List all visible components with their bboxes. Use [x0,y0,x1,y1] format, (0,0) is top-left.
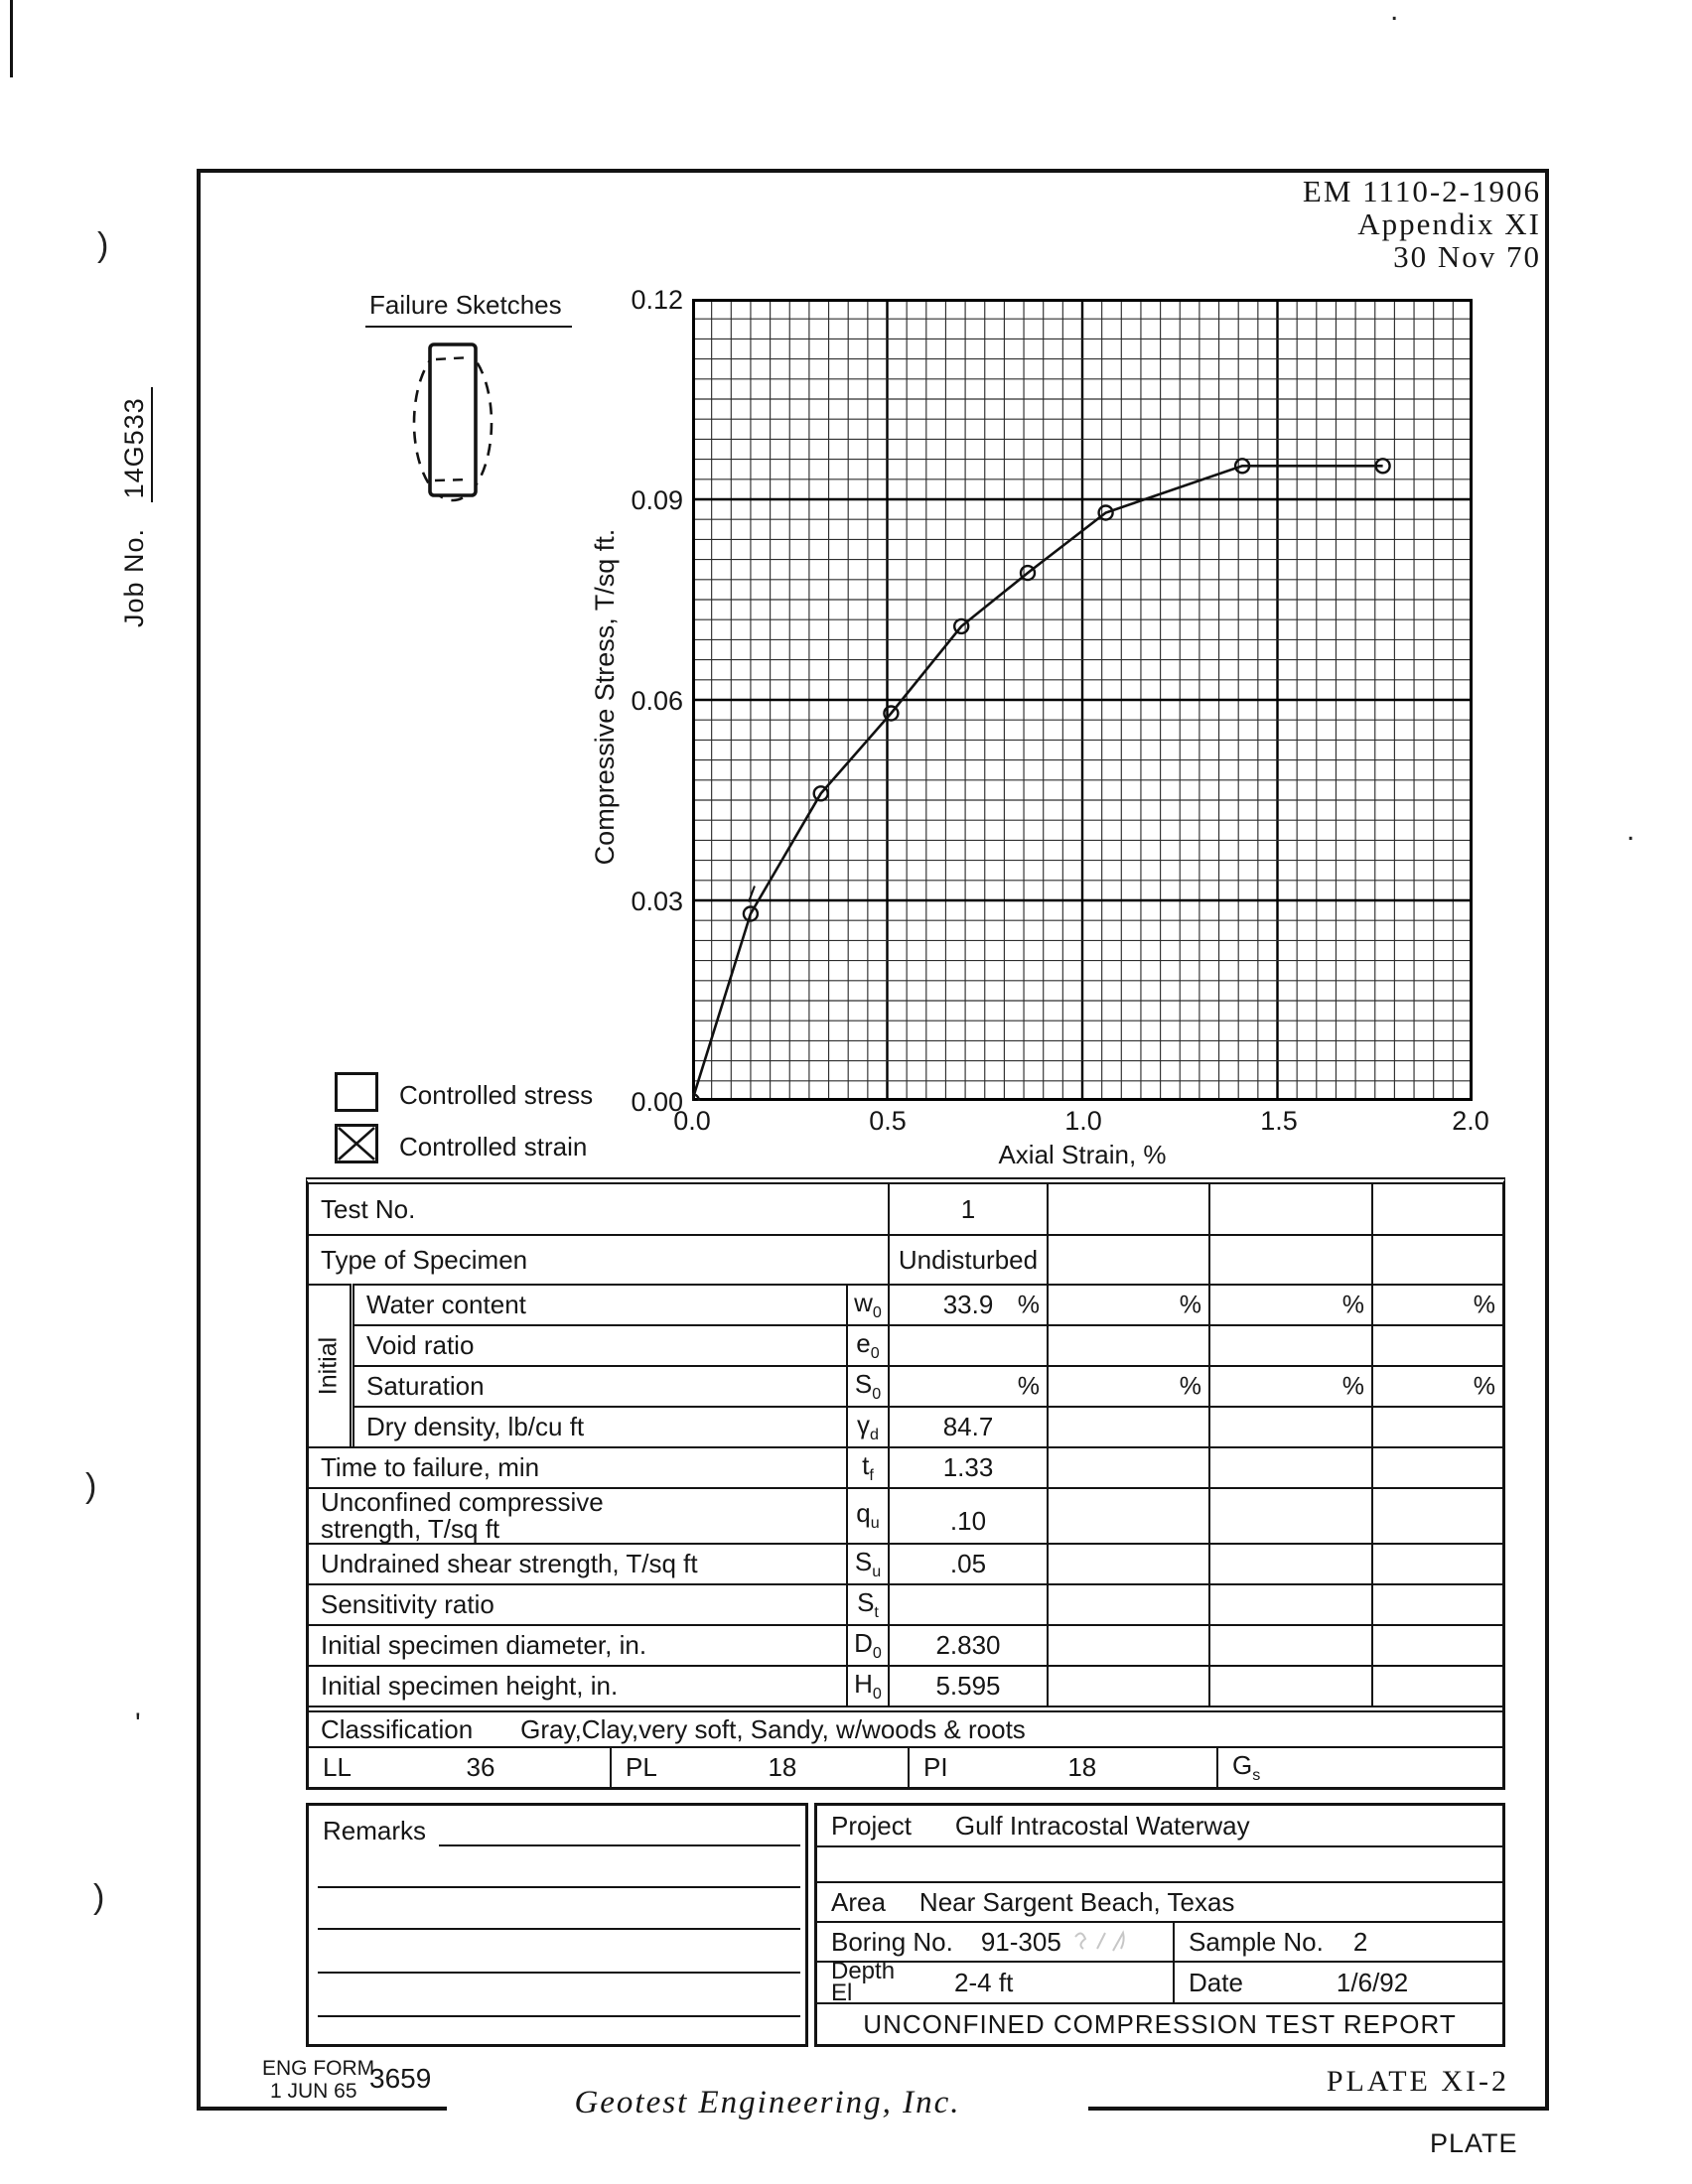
table-cell: Dry density, lb/cu ft [352,1406,846,1446]
table-cell: $S_0$ [846,1365,888,1406]
y-tick-label: 0.06 [631,686,683,716]
report-title: UNCONFINED COMPRESSION TEST REPORT [863,2008,1457,2039]
table-row-classification [309,1706,1502,1746]
table-row-undrained-strength [309,1543,1502,1583]
table-cell [1208,1624,1371,1665]
table-cell: Initial specimen height, in. [309,1665,846,1706]
y-tick-label: 0.09 [631,485,683,515]
form-border-bottom-right [1088,2107,1549,2111]
table-cell: Initial specimen diameter, in. [309,1624,846,1665]
project-row [817,1806,1502,1847]
table-cell: Water content [352,1284,846,1324]
table-cell [1371,1487,1502,1543]
table-cell [1371,1543,1502,1583]
date-value: 1/6/92 [1336,1967,1409,1997]
table-row-atterberg-limits [309,1746,1502,1787]
table-cell [1208,1184,1371,1234]
table-cell: $w_0$ [846,1284,888,1324]
table-cell [1208,1665,1371,1706]
pl-cell: PL 18 [610,1746,908,1787]
table-cell: $D_0$ [846,1624,888,1665]
boring-sample-row [817,1923,1502,1963]
stress-strain-chart [692,299,1473,1101]
remarks-label: Remarks [323,1816,427,1845]
table-cell: 84.7 [888,1406,1047,1446]
table-cell [1371,1665,1502,1706]
header-manual-number: EM 1110-2-1906 [1302,174,1541,208]
margin-paren-mark: ) [97,226,109,264]
plate-word: PLATE [1430,2128,1518,2158]
form-border-top [197,169,1549,173]
remarks-blank-line [318,1972,800,1974]
table-cell: .10 [888,1487,1047,1543]
initial-group-label: Initial [314,1336,343,1396]
margin-paren-mark: ) [93,1878,105,1916]
table-cell: Undrained shear strength, T/sq ft [309,1543,846,1583]
x-axis-title: Axial Strain, % [998,1140,1167,1169]
job-number-value: 14G533 [119,387,153,502]
boring-cell [817,1923,1173,1961]
form-border-bottom-left [197,2107,447,2111]
table-cell [1047,1406,1208,1446]
test-data-table [306,1177,1505,1790]
controlled-strain-checkbox [335,1124,378,1163]
table-cell [1371,1583,1502,1624]
table-cell [1047,1624,1208,1665]
table-cell [888,1583,1047,1624]
table-cell: 1 [888,1184,1047,1234]
table-cell: % [1371,1284,1502,1324]
table-cell [1208,1487,1371,1543]
sample-cell [1173,1923,1502,1961]
table-cell [1047,1665,1208,1706]
plate-number: PLATE XI-2 [1326,2065,1509,2098]
project-blank-row [817,1847,1502,1883]
table-cell [1047,1234,1208,1284]
checkbox-x-icon [338,1127,375,1160]
page-edge-mark [10,0,13,77]
table-cell: $H_0$ [846,1665,888,1706]
table-cell [1047,1583,1208,1624]
table-cell [1371,1624,1502,1665]
controlled-stress-label: Controlled stress [399,1080,594,1110]
failure-sketch-drawing [405,330,524,510]
table-cell: % [1371,1365,1502,1406]
area-row [817,1883,1502,1923]
eng-form-line2: 1 JUN 65 [270,2080,357,2103]
form-number: 3659 [369,2063,432,2094]
company-name: Geotest Engineering, Inc. [447,2085,1088,2121]
x-tick-label: 2.0 [1452,1106,1489,1136]
job-number-label: Job No. [119,527,149,627]
table-cell: Undisturbed [888,1234,1047,1284]
table-cell [1208,1234,1371,1284]
table-cell: 5.595 [888,1665,1047,1706]
ll-cell: LL 36 [309,1746,610,1787]
table-row-water-content [309,1284,1502,1324]
table-cell [1208,1543,1371,1583]
eng-form-line1: ENG FORM [262,2057,375,2080]
margin-tick-mark: ' [135,1707,141,1740]
form-border-right [1545,169,1549,2111]
table-cell: Test No. [321,1193,416,1224]
table-cell: Sensitivity ratio [309,1583,846,1624]
table-cell [1047,1324,1208,1365]
table-row-saturation [309,1365,1502,1406]
table-cell: Saturation [352,1365,846,1406]
sample-value: 2 [1352,1926,1368,1957]
table-cell: Unconfined compressive strength, T/sq ft [309,1487,846,1543]
header-appendix: Appendix XI [1357,206,1541,241]
table-cell [1047,1543,1208,1583]
table-cell [1047,1184,1208,1234]
controlled-strain-label: Controlled strain [399,1132,588,1161]
table-cell: $S_t$ [846,1583,888,1624]
table-cell [1371,1406,1502,1446]
form-border-left [197,169,201,2111]
x-tick-label: 0.5 [869,1106,907,1136]
eng-form-block [262,2057,374,2103]
remarks-blank-line [439,1844,800,1846]
handwritten-mark [1069,1927,1139,1957]
dust-speck: . [1390,0,1399,27]
table-cell [1047,1487,1208,1543]
job-number [119,290,163,627]
table-row-void-ratio [309,1324,1502,1365]
table-cell: 1.33 [888,1446,1047,1487]
controlled-stress-checkbox [335,1072,378,1112]
table-cell: % [1047,1365,1208,1406]
header-date: 30 Nov 70 [1393,239,1541,274]
table-cell [1371,1446,1502,1487]
table-cell: % [888,1365,1047,1406]
table-cell: $S_u$ [846,1543,888,1583]
date-label: Date [1189,1967,1243,1997]
boring-value: 91-305 [980,1926,1061,1957]
table-row-time-to-failure [309,1446,1502,1487]
depth-date-row [817,1958,1502,2006]
table-cell: $\gamma_d$ [846,1406,888,1446]
table-row-test-no [309,1184,1502,1234]
boring-label: Boring No. [831,1926,953,1957]
depth-cell [817,1958,1173,2006]
table-row-unconfined-strength [309,1487,1502,1543]
table-cell: 2.830 [888,1624,1047,1665]
classification-cell [309,1706,1502,1746]
table-cell [1208,1446,1371,1487]
date-cell [1173,1963,1502,2002]
margin-paren-mark: ) [85,1467,97,1505]
table-cell: % [1208,1365,1371,1406]
table-cell: $q_u$ [846,1487,888,1543]
remarks-blank-line [318,2015,800,2017]
table-cell: .05 [888,1543,1047,1583]
table-cell: Type of Specimen [309,1234,888,1284]
table-cell: % [1208,1284,1371,1324]
depth-value: 2-4 ft [954,1967,1014,1997]
y-tick-label: 0.03 [631,887,683,916]
table-cell [1208,1583,1371,1624]
table-cell [1208,1406,1371,1446]
table-cell: 33.9 % [888,1284,1047,1324]
classification-value: Gray,Clay,very soft, Sandy, w/woods & roots [520,1713,1026,1744]
table-row-specimen-type [309,1234,1502,1284]
initial-group-strip [308,1284,352,1446]
sample-label: Sample No. [1189,1926,1324,1957]
gs-cell: $G_s$ [1216,1746,1502,1787]
table-cell [1208,1324,1371,1365]
project-label: Project [831,1810,912,1841]
y-tick-label: 0.00 [631,1087,683,1117]
document-header [1303,175,1541,273]
remarks-box [306,1803,808,2047]
table-cell [1047,1446,1208,1487]
y-axis-title: Compressive Stress, T/sq ft. [590,528,620,866]
area-label: Area [831,1886,886,1917]
remarks-blank-line [318,1886,800,1888]
table-cell: % [1047,1284,1208,1324]
table-cell [1371,1324,1502,1365]
table-row-specimen-diameter [309,1624,1502,1665]
x-tick-label: 1.5 [1260,1106,1298,1136]
project-box [814,1803,1505,2047]
table-row-dry-density [309,1406,1502,1446]
table-cell [888,1324,1047,1365]
y-tick-label: 0.12 [631,285,683,315]
table-cell: Time to failure, min [309,1446,846,1487]
table-cell: $e_0$ [846,1324,888,1365]
depth-el-label: Depth El [831,1958,896,2006]
dust-speck: . [1626,814,1635,847]
pi-cell: PI 18 [908,1746,1216,1787]
table-row-sensitivity-ratio [309,1583,1502,1624]
project-value: Gulf Intracostal Waterway [954,1810,1250,1841]
area-value: Near Sargent Beach, Texas [918,1886,1235,1917]
remarks-blank-line [318,1928,800,1930]
table-cell [1371,1184,1502,1234]
x-tick-label: 0.0 [673,1106,711,1136]
x-tick-label: 1.0 [1064,1106,1102,1136]
failure-sketches-title: Failure Sketches [365,290,572,328]
report-title-row [817,2004,1502,2044]
table-row-specimen-height [309,1665,1502,1706]
classification-label: Classification [321,1713,474,1744]
table-cell: $t_f$ [846,1446,888,1487]
table-cell [1371,1234,1502,1284]
table-cell: Void ratio [352,1324,846,1365]
